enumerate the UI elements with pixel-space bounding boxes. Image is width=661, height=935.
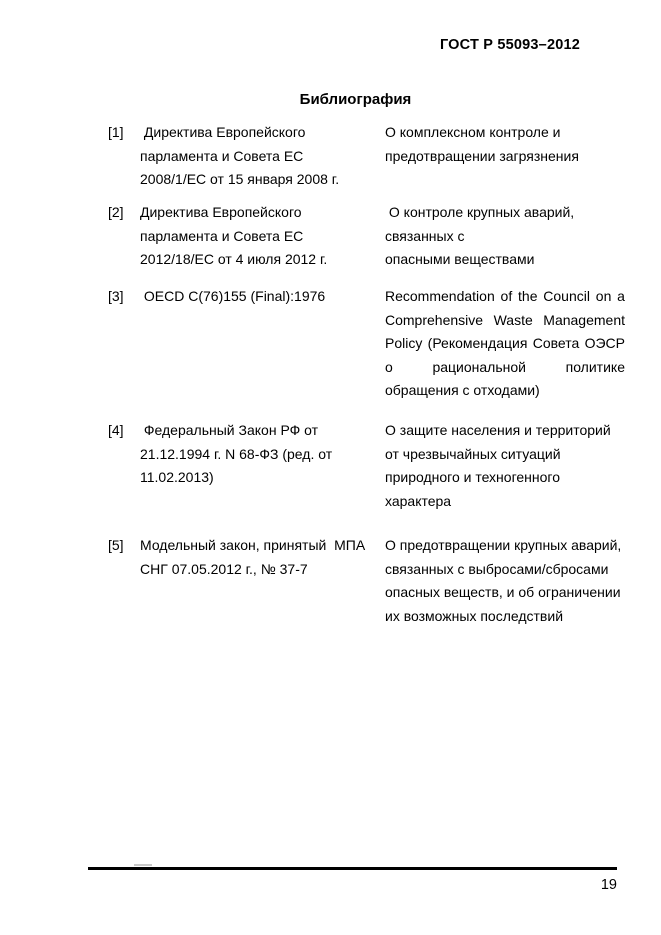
reference-source <box>140 419 362 490</box>
reference-description <box>385 201 625 272</box>
text-line: обращения с отходами) <box>385 382 540 398</box>
text-line: СНГ 07.05.2012 г., № 37-7 <box>140 560 308 577</box>
text-line: опасными веществами <box>385 251 535 267</box>
word: of <box>500 288 513 304</box>
page-title: Библиография <box>299 91 412 108</box>
text-line: связанных с выбросами/сбросами <box>385 560 609 577</box>
text-line: 2008/1/ЕС от 15 января 2008 г. <box>140 171 340 187</box>
text-line: связанных с <box>385 227 465 244</box>
text-line: Модельный закон, принятый МПА <box>140 537 366 553</box>
reference-description <box>385 419 625 513</box>
text-line <box>385 356 625 380</box>
text-line <box>385 332 625 356</box>
word: Policy <box>385 335 423 351</box>
word: the <box>518 288 538 304</box>
text-line: парламента и Совета ЕС <box>140 227 304 244</box>
text-line: О комплексном контроле и <box>385 124 561 140</box>
word: Recommendation <box>385 288 495 304</box>
document-standard-number: ГОСТ Р 55093–2012 <box>439 37 580 53</box>
reference-source <box>140 201 362 272</box>
reference-description <box>385 121 625 168</box>
word: on <box>595 288 612 304</box>
text-line: парламента и Совета ЕС <box>140 147 304 164</box>
reference-marker: [5] <box>108 537 124 553</box>
word: ОЭСР <box>584 335 625 351</box>
word: Comprehensive <box>385 311 484 328</box>
word: рациональной <box>432 358 526 375</box>
text-line <box>385 309 625 333</box>
text-line: О контроле крупных аварий, <box>385 204 575 220</box>
word: Совета <box>532 335 580 351</box>
reference-source <box>140 285 362 309</box>
word: a <box>617 288 625 304</box>
text-line: опасных веществ, и об ограничении <box>385 584 621 600</box>
footer-rule <box>88 867 617 870</box>
text-line: природного и техногенного <box>385 469 560 485</box>
word: политике <box>565 358 625 375</box>
text-line: Федеральный Закон РФ от <box>140 422 319 438</box>
reference-description <box>385 285 625 403</box>
reference-marker: [4] <box>108 422 124 438</box>
word: Waste <box>493 311 533 328</box>
text-line: их возможных последствий <box>385 607 564 624</box>
text-line: от чрезвычайных ситуаций <box>385 445 561 462</box>
word: Management <box>543 311 625 328</box>
reference-marker: [1] <box>108 124 124 140</box>
text-line: OECD C(76)155 (Final):1976 <box>140 288 326 304</box>
page-number: 19 <box>600 877 617 893</box>
text-line: Директива Европейского <box>140 124 306 140</box>
word: о <box>385 358 393 375</box>
text-line <box>385 285 625 309</box>
text-line: Директива Европейского <box>140 204 302 220</box>
reference-source <box>140 534 366 581</box>
reference-marker: [3] <box>108 288 124 304</box>
reference-source <box>140 121 362 192</box>
scan-artifact <box>134 864 152 866</box>
reference-marker: [2] <box>108 204 124 220</box>
word: (Рекомендация <box>427 335 528 351</box>
text-line: О защите населения и территорий <box>385 422 611 438</box>
word: Council <box>543 288 590 304</box>
text-line: предотвращении загрязнения <box>385 147 579 164</box>
text-line: 11.02.2013) <box>140 469 214 485</box>
reference-description <box>385 534 625 628</box>
text-line: характера <box>385 492 452 509</box>
text-line: 2012/18/ЕС от 4 июля 2012 г. <box>140 251 328 267</box>
text-line: О предотвращении крупных аварий, <box>385 537 622 553</box>
text-line: 21.12.1994 г. N 68-ФЗ (ред. от <box>140 445 333 462</box>
